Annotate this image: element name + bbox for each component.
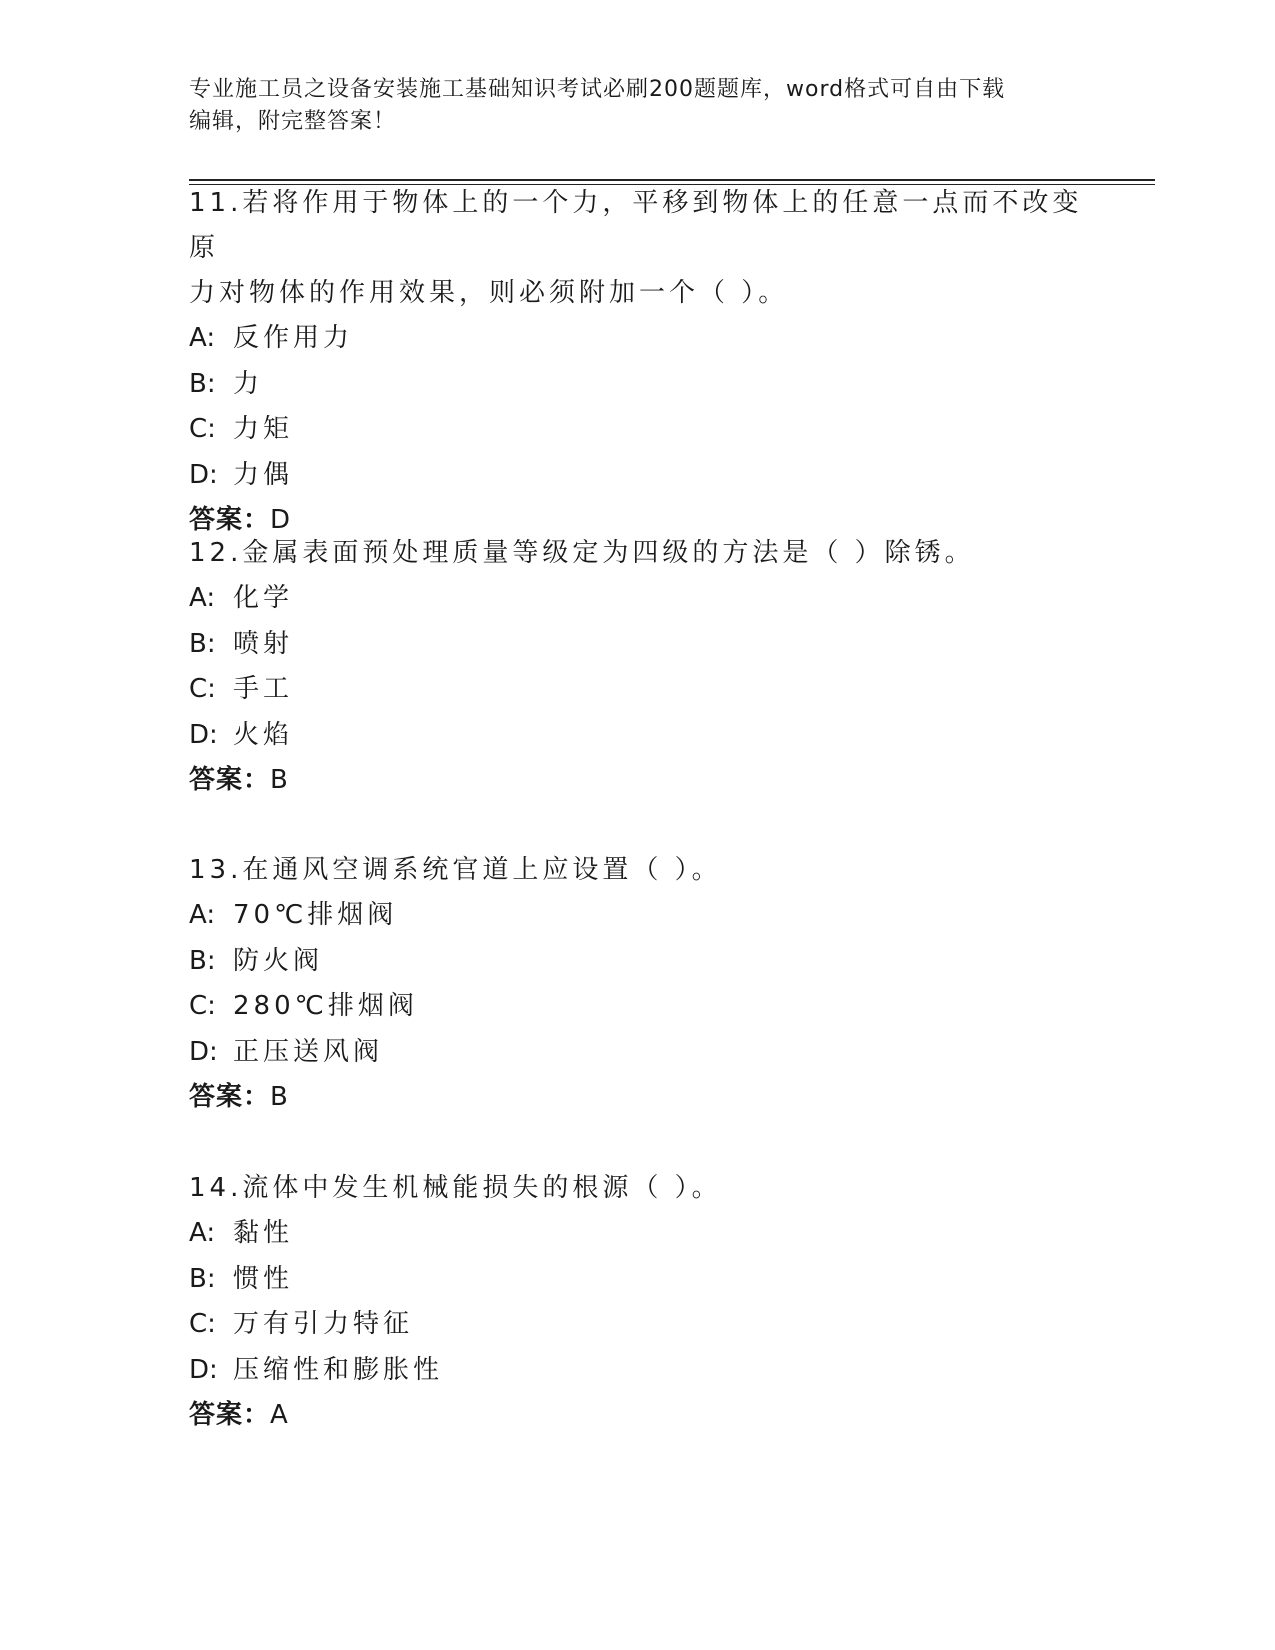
- answer-label: 答案：: [189, 765, 271, 795]
- option-text: 万有引力特征: [233, 1309, 414, 1339]
- option-text: 防火阀: [233, 945, 324, 976]
- option-text: 火焰: [233, 719, 294, 750]
- document-header: [189, 74, 1079, 138]
- question-text: 12.金属表面预处理质量等级定为四级的方法是（ ）除锈。: [189, 538, 975, 568]
- option-letter: D:: [189, 1354, 218, 1385]
- question-14: [189, 1166, 1089, 1439]
- option-text: 喷射: [233, 628, 294, 659]
- option-text: 力矩: [233, 414, 294, 444]
- question-13: [189, 848, 1089, 1121]
- option-text: 正压送风阀: [233, 1036, 384, 1067]
- option-text: 化学: [233, 583, 294, 613]
- question-12: [189, 531, 1089, 804]
- option-b: [189, 1257, 1089, 1303]
- option-d: [189, 453, 1089, 499]
- option-a: [189, 576, 1089, 622]
- option-d: [189, 713, 1089, 759]
- question-text-continued: 力对物体的作用效果，则必须附加一个（ ）。: [189, 278, 789, 308]
- question-11: [189, 181, 1089, 544]
- answer-line: [189, 1075, 1089, 1121]
- answer-line: [189, 1393, 1089, 1439]
- option-letter: A:: [189, 1218, 216, 1248]
- option-c: [189, 984, 1089, 1030]
- option-c: [189, 667, 1089, 713]
- option-letter: C:: [189, 1309, 216, 1339]
- option-a: [189, 1211, 1089, 1257]
- option-text: 惯性: [233, 1263, 294, 1294]
- option-text: 反作用力: [233, 323, 354, 353]
- answer-value: A: [270, 1400, 289, 1430]
- option-letter: D:: [189, 459, 218, 490]
- answer-label: 答案：: [189, 505, 271, 535]
- answer-line: [189, 758, 1089, 804]
- option-letter: B:: [189, 368, 216, 399]
- option-letter: A:: [189, 583, 216, 613]
- answer-value: B: [270, 765, 289, 795]
- option-a: [189, 316, 1089, 362]
- option-text: 手工: [233, 674, 294, 704]
- option-letter: C:: [189, 991, 216, 1021]
- option-letter: A:: [189, 900, 216, 930]
- option-b: [189, 622, 1089, 668]
- option-letter: A:: [189, 323, 216, 353]
- option-d: [189, 1030, 1089, 1076]
- option-text: 280℃排烟阀: [233, 991, 418, 1021]
- option-d: [189, 1348, 1089, 1394]
- answer-label: 答案：: [189, 1082, 271, 1112]
- header-line-2: 编辑，附完整答案！: [189, 109, 397, 134]
- option-letter: D:: [189, 719, 218, 750]
- option-text: 力: [233, 368, 264, 399]
- option-letter: B:: [189, 1263, 216, 1294]
- question-text: 14.流体中发生机械能损失的根源（ ）。: [189, 1173, 722, 1203]
- option-text: 力偶: [233, 459, 294, 490]
- option-letter: C:: [189, 414, 216, 444]
- option-text: 70℃排烟阀: [233, 900, 398, 930]
- answer-label: 答案：: [189, 1400, 271, 1430]
- answer-value: B: [270, 1082, 289, 1112]
- option-text: 黏性: [233, 1218, 294, 1248]
- header-line-1: 专业施工员之设备安装施工基础知识考试必刷200题题库，word格式可自由下载: [189, 77, 1006, 102]
- option-c: [189, 407, 1089, 453]
- question-text: 13.在通风空调系统官道上应设置（ ）。: [189, 855, 722, 885]
- answer-value: D: [270, 505, 292, 535]
- option-a: [189, 893, 1089, 939]
- option-letter: B:: [189, 945, 216, 976]
- question-text: 11.若将作用于物体上的一个力，平移到物体上的任意一点而不改变原: [189, 188, 1083, 263]
- option-c: [189, 1302, 1089, 1348]
- option-letter: D:: [189, 1036, 218, 1067]
- option-b: [189, 939, 1089, 985]
- option-letter: C:: [189, 674, 216, 704]
- option-b: [189, 362, 1089, 408]
- option-text: 压缩性和膨胀性: [233, 1354, 444, 1385]
- option-letter: B:: [189, 628, 216, 659]
